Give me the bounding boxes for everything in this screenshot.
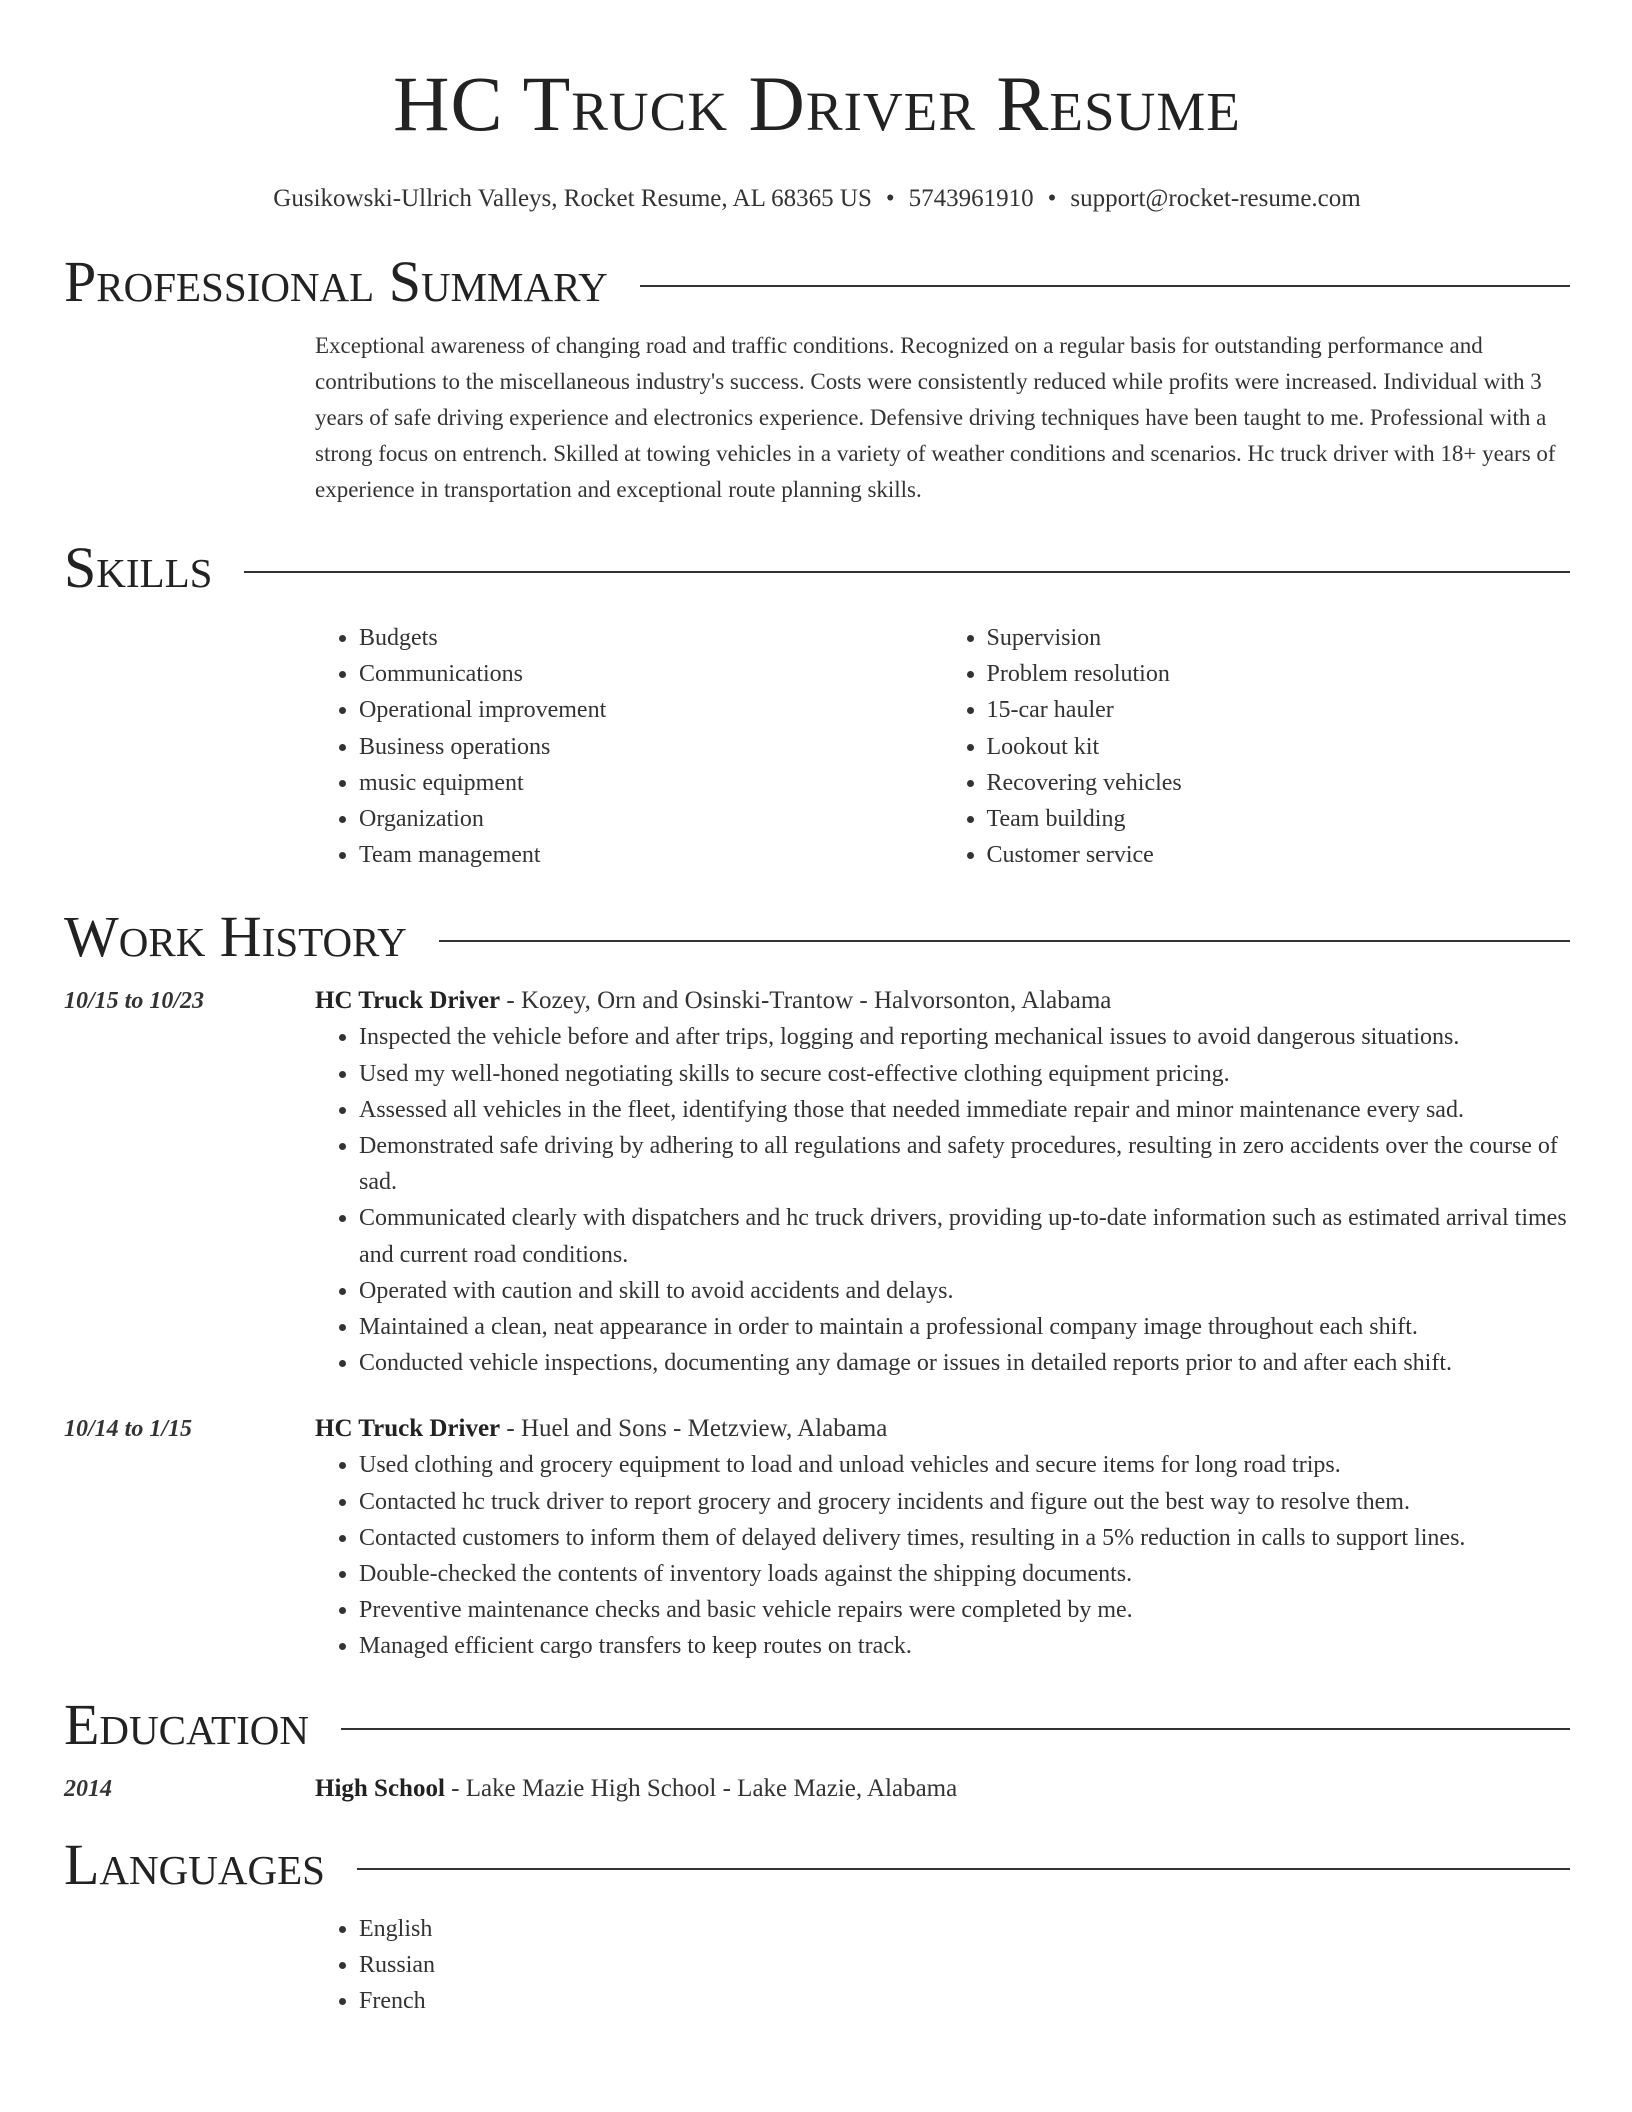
section-title: Education [64,1691,309,1757]
job-position: HC Truck Driver [315,987,501,1015]
list-item: • Organization [359,801,943,837]
list-item: • Communicated clearly with dispatchers and hc truck drivers, providing up-to-date information such as estimated arrival times and current road conditions. [359,1200,1570,1272]
education-heading [315,1771,957,1807]
job-entry [64,1411,1570,1664]
section-header [64,1833,1570,1897]
education-entry [64,1771,1570,1807]
list-item: • Recovering vehicles [987,765,1571,801]
job-bullets [315,1019,1570,1381]
list-item: • Inspected the vehicle before and after trips, logging and reporting mechanical issues to avoid dangerous situations. [359,1019,1570,1055]
separator: • [1047,185,1057,212]
section-header [64,905,1570,969]
list-item: • Assessed all vehicles in the fleet, identifying those that needed immediate repair and minor maintenance every sad. [359,1092,1570,1128]
list-item: • music equipment [359,765,943,801]
job-heading [315,983,1570,1019]
job-content [315,983,1570,1381]
email: support@rocket-resume.com [1070,185,1361,212]
skills-section [64,536,1570,873]
job-position: HC Truck Driver [315,1415,501,1443]
list-item: • Operated with caution and skill to avoid accidents and delays. [359,1273,1570,1309]
job-employer: - Kozey, Orn and Osinski-Trantow - Halvorsonton, Alabama [500,987,1112,1015]
section-title: Skills [64,535,213,600]
list-item: • Team management [359,837,943,873]
list-item: • Budgets [359,620,943,656]
list-item: • Demonstrated safe driving by adhering to all regulations and safety procedures, resulting in zero accidents over the course of sad. [359,1128,1570,1200]
section-header [64,250,1570,314]
work-section [64,905,1570,1664]
separator: • [885,185,895,212]
skills-columns [315,620,1570,873]
list-item: • Conducted vehicle inspections, documenting any damage or issues in detailed reports prior to and after each shift. [359,1345,1570,1381]
section-title: Work History [64,904,407,970]
job-content [315,1411,1570,1664]
skills-list-left [315,620,943,873]
section-header [64,536,1570,600]
section-divider [244,571,1570,573]
list-item: • Contacted hc truck driver to report grocery and grocery incidents and figure out the best way to resolve them. [359,1484,1570,1520]
list-item: • Lookout kit [987,729,1571,765]
list-item: • Customer service [987,837,1571,873]
list-item: • Team building [987,801,1571,837]
section-divider [357,1868,1570,1870]
list-item: • Contacted customers to inform them of delayed delivery times, resulting in a 5% reduction in calls to support lines. [359,1520,1570,1556]
list-item: • Russian [359,1947,1570,1983]
list-item: • Used my well-honed negotiating skills to secure cost-effective clothing equipment pricing. [359,1056,1570,1092]
list-item: • Maintained a clean, neat appearance in order to maintain a professional company image throughout each shift. [359,1309,1570,1345]
job-bullets [315,1447,1570,1664]
section-title: Professional Summary [64,249,608,314]
list-item: • Problem resolution [987,656,1571,692]
languages-section [64,1833,1570,2020]
job-employer: - Huel and Sons - Metzview, Alabama [500,1415,888,1443]
job-entry [64,983,1570,1381]
education-degree: High School [315,1774,445,1802]
summary-section [64,250,1570,508]
summary-text: Exceptional awareness of changing road and traffic conditions. Recognized on a regular basis for outstanding performance and contributions to the miscellaneous industry's success. Costs were consistently reduced while profits were increased. Individual with 3 years of safe driving experience and electronics experience. Defensive driving techniques have been taught to me. Professional with a strong focus on entrench. Skilled at towing vehicles in a variety of weather conditions and scenarios. Hc truck driver with 18+ years of experience in transportation and exceptional route planning skills. [315,333,1556,502]
section-divider [341,1728,1570,1730]
education-section [64,1693,1570,1807]
job-dates: 10/15 to 10/23 [64,988,205,1015]
languages-body [315,1911,1570,2020]
list-item: • Double-checked the contents of inventory loads against the shipping documents. [359,1556,1570,1592]
address: Gusikowski-Ullrich Valleys, Rocket Resume, AL 68365 US [273,185,872,212]
section-title: Languages [64,1831,325,1897]
list-item: • Managed efficient cargo transfers to keep routes on track. [359,1628,1570,1664]
job-dates: 10/14 to 1/15 [64,1416,193,1443]
resume-title: HC Truck Driver Resume [393,60,1241,147]
section-divider [439,940,1570,942]
list-item: • Supervision [987,620,1571,656]
list-item: • Used clothing and grocery equipment to load and unload vehicles and secure items for long road trips. [359,1447,1570,1483]
list-item: • Operational improvement [359,692,943,728]
phone: 5743961910 [908,185,1034,212]
section-header [64,1693,1570,1757]
list-item: • Business operations [359,729,943,765]
list-item: • Preventive maintenance checks and basic vehicle repairs were completed by me. [359,1592,1570,1628]
list-item: • French [359,1983,1570,2019]
languages-list [315,1911,1570,2020]
list-item: • 15-car hauler [987,692,1571,728]
skills-list-right [943,620,1571,873]
contact-line [64,182,1570,216]
list-item: • English [359,1911,1570,1947]
list-item: • Communications [359,656,943,692]
section-divider [640,285,1570,287]
education-school: - Lake Mazie High School - Lake Mazie, Alabama [444,1774,958,1802]
education-year: 2014 [64,1775,112,1802]
job-heading [315,1411,1570,1447]
